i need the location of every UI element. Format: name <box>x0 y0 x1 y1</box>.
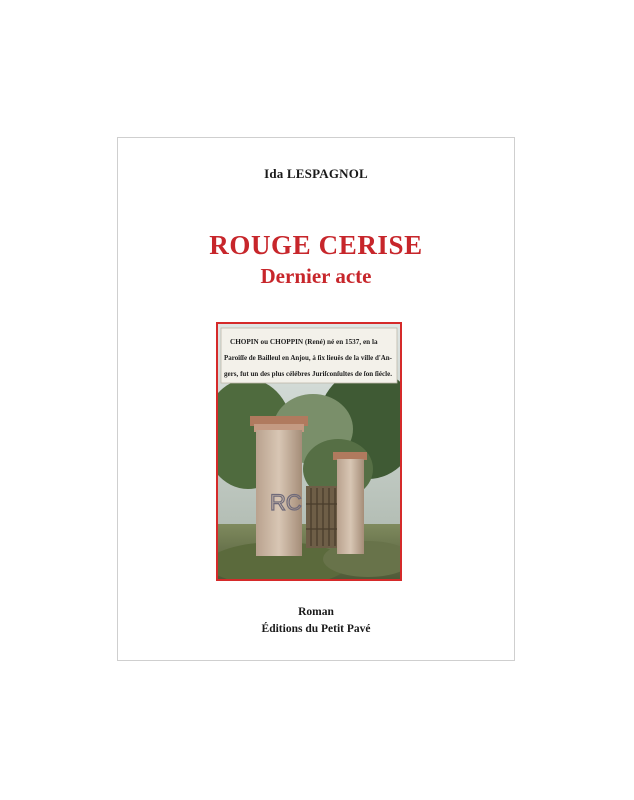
plaque-line-2: Paroiſſe de Bailleul en Anjou, à ſix lieuës de la ville d'An- <box>224 354 393 362</box>
gate-bars <box>306 488 340 546</box>
gateway-photo <box>218 324 400 579</box>
book-cover <box>117 137 515 661</box>
right-pillar-cap <box>333 452 367 460</box>
graffiti: RC <box>270 490 302 515</box>
cover-photo <box>216 322 402 581</box>
publisher-name: Éditions du Petit Pavé <box>261 623 371 635</box>
plaque-line-1: CHOPIN ou CHOPPIN (René) né en 1537, en la <box>230 338 378 346</box>
author-name: Ida LESPAGNOL <box>264 166 368 181</box>
right-pillar <box>337 459 364 554</box>
book-title: ROUGE CERISE <box>209 230 423 260</box>
plaque-line-3: gers, fut un des plus célébres Juriſconſultes de ſon ſiécle. <box>224 370 393 378</box>
book-subtitle: Dernier acte <box>260 264 372 288</box>
genre-label: Roman <box>298 606 334 618</box>
